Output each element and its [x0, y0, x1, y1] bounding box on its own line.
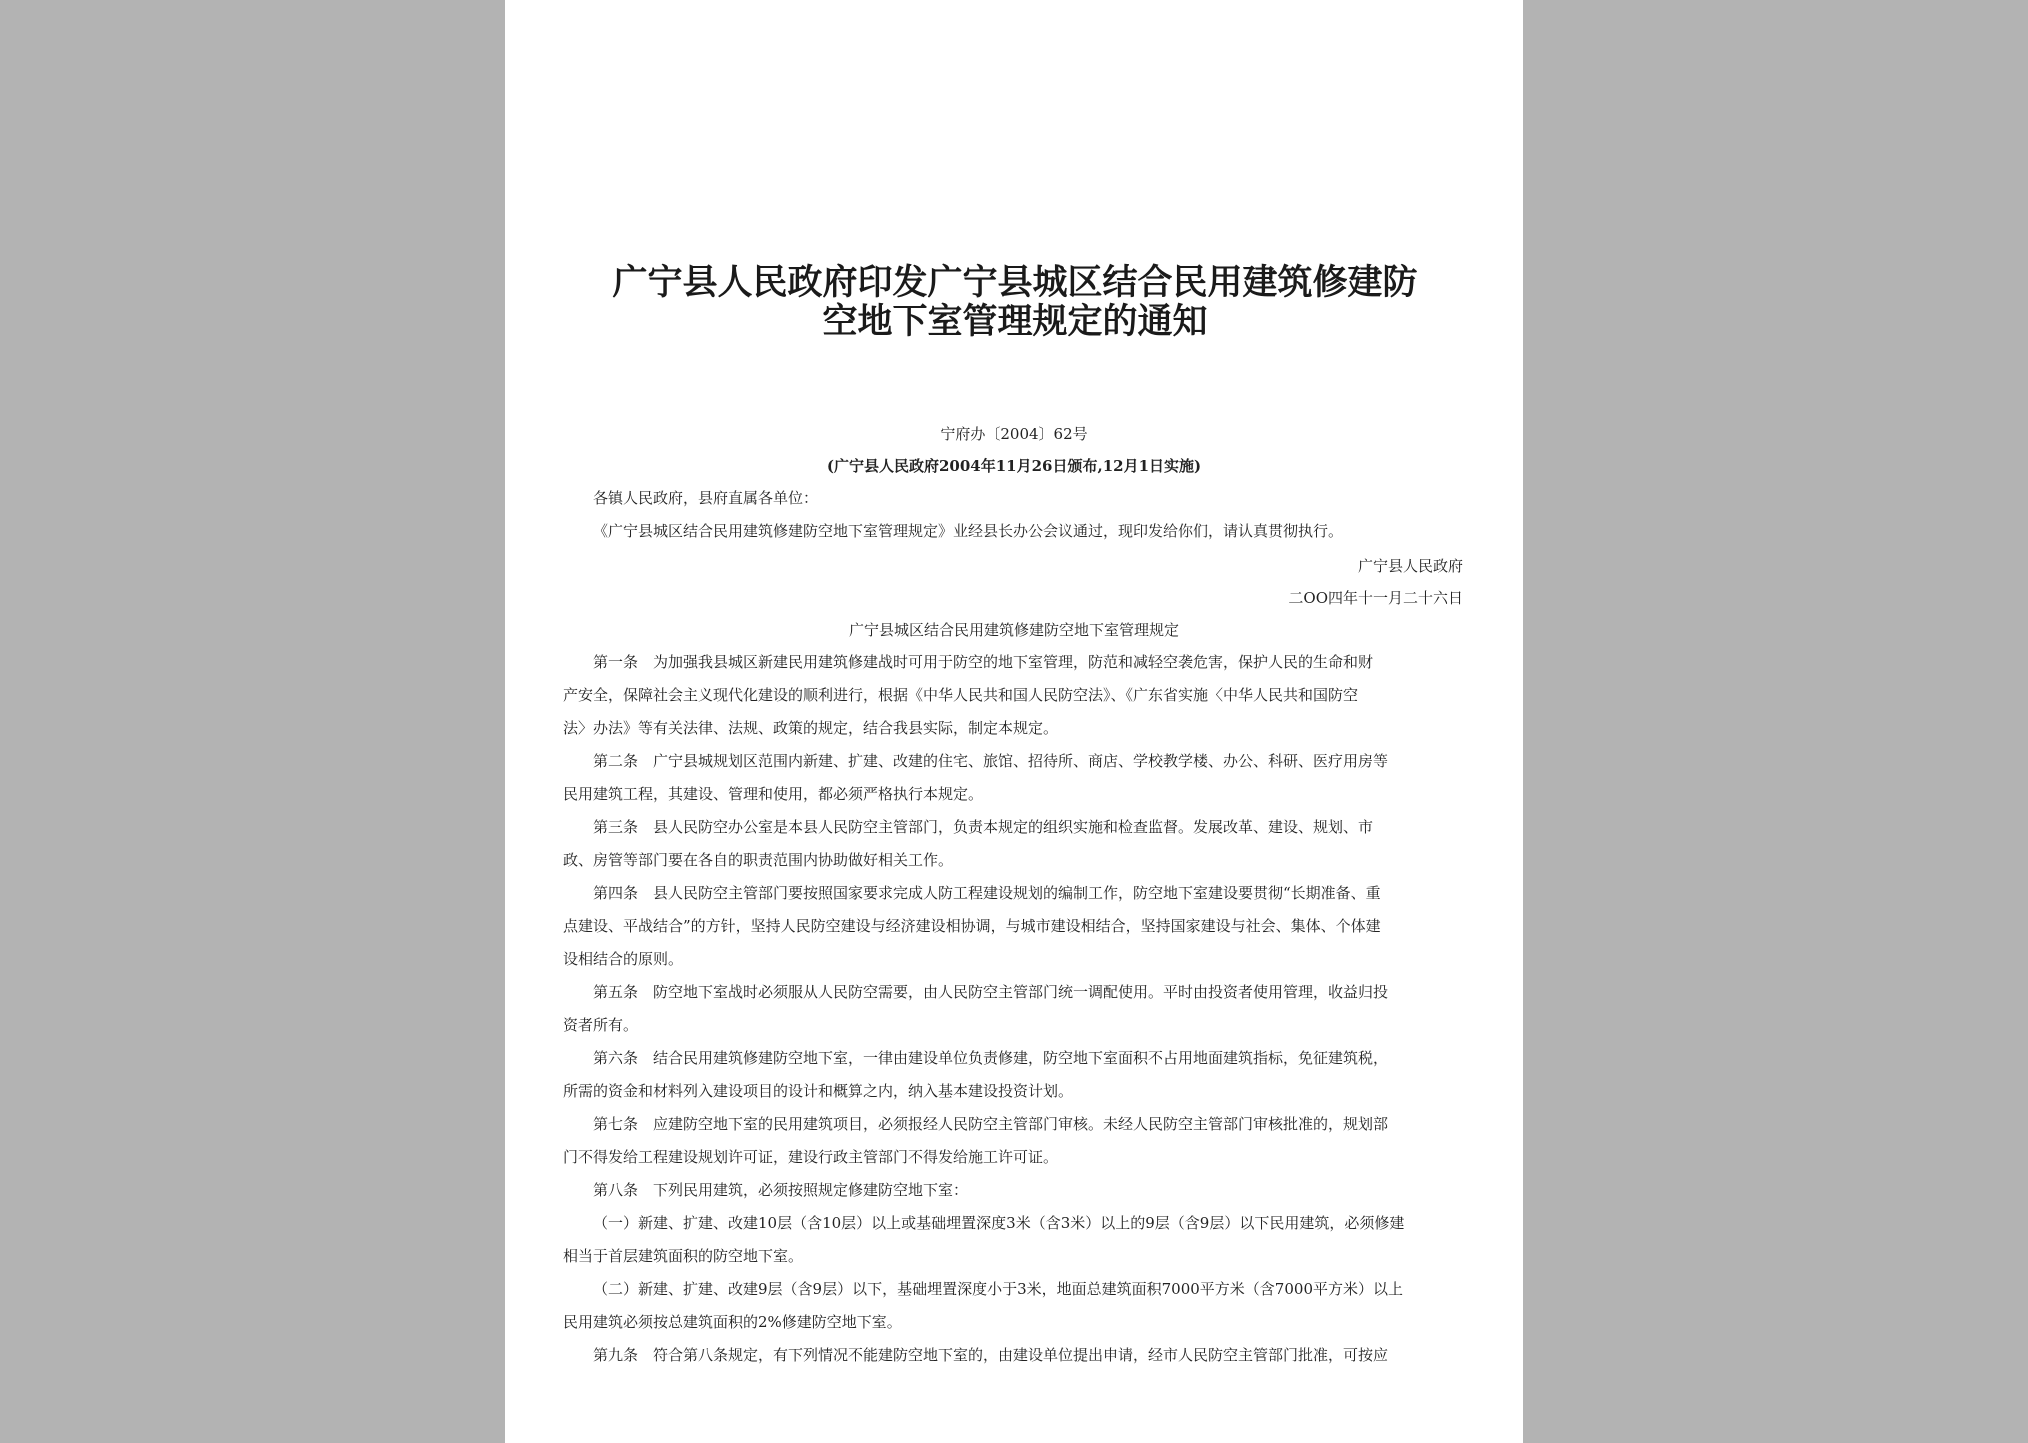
- body-line: （一）新建、扩建、改建10层（含10层）以上或基础埋置深度3米（含3米）以上的9层（含9层）以下民用建筑，必须修建: [593, 1214, 1405, 1232]
- body-line: 民用建筑工程，其建设、管理和使用，都必须严格执行本规定。: [563, 785, 984, 803]
- signing-date: 二OO四年十一月二十六日: [1288, 589, 1463, 607]
- body-line: 第三条 县人民防空办公室是本县人民防空主管部门，负责本规定的组织实施和检查监督。发展改革、建设、规划、市: [593, 818, 1374, 836]
- body-line: 第一条 为加强我县城区新建民用建筑修建战时可用于防空的地下室管理，防范和减轻空袭危害，保护人民的生命和财: [593, 653, 1374, 671]
- signer: 广宁县人民政府: [1357, 557, 1463, 575]
- regulation-title: 广宁县城区结合民用建筑修建防空地下室管理规定: [848, 621, 1179, 639]
- body-line: （二）新建、扩建、改建9层（含9层）以下，基础埋置深度小于3米，地面总建筑面积7000平方米（含7000平方米）以上: [593, 1280, 1403, 1298]
- body-line: 第九条 符合第八条规定，有下列情况不能建防空地下室的，由建设单位提出申请，经市人民防空主管部门批准，可按应: [593, 1346, 1389, 1364]
- body-line: 法〉办法》等有关法律、法规、政策的规定，结合我县实际，制定本规定。: [563, 719, 1059, 737]
- body-line: 设相结合的原则。: [563, 950, 684, 968]
- addressee: 各镇人民政府，县府直属各单位：: [593, 489, 819, 507]
- body-line: 民用建筑必须按总建筑面积的2%修建防空地下室。: [563, 1313, 902, 1331]
- body-line: 产安全，保障社会主义现代化建设的顺利进行，根据《中华人民共和国人民防空法》、《广东省实施〈中华人民共和国防空: [563, 686, 1359, 704]
- body-line: 第五条 防空地下室战时必须服从人民防空需要，由人民防空主管部门统一调配使用。平时由投资者使用管理，收益归投: [593, 983, 1389, 1001]
- body-line: 资者所有。: [563, 1016, 639, 1034]
- body-line: 第八条 下列民用建筑，必须按照规定修建防空地下室：: [593, 1181, 969, 1199]
- body-line: 政、房管等部门要在各自的职责范围内协助做好相关工作。: [563, 851, 954, 869]
- body-line: 点建设、平战结合”的方针，坚持人民防空建设与经济建设相协调，与城市建设相结合，坚持国家建设与社会、集体、个体建: [563, 917, 1381, 935]
- body-line: 第四条 县人民防空主管部门要按照国家要求完成人防工程建设规划的编制工作，防空地下室建设要贯彻“长期准备、重: [593, 884, 1381, 902]
- body-line: 所需的资金和材料列入建设项目的设计和概算之内，纳入基本建设投资计划。: [563, 1082, 1074, 1100]
- issue-info: (广宁县人民政府2004年11月26日颁布,12月1日实施): [826, 457, 1202, 475]
- document-title-line-1: 广宁县人民政府印发广宁县城区结合民用建筑修建防: [612, 263, 1418, 303]
- body-line: 门不得发给工程建设规划许可证，建设行政主管部门不得发给施工许可证。: [563, 1148, 1059, 1166]
- intro-paragraph: 《广宁县城区结合民用建筑修建防空地下室管理规定》业经县长办公会议通过，现印发给你们，请认真贯彻执行。: [593, 522, 1344, 540]
- body-line: 第六条 结合民用建筑修建防空地下室，一律由建设单位负责修建，防空地下室面积不占用地面建筑指标，免征建筑税，: [593, 1049, 1389, 1067]
- body-line: 第二条 广宁县城规划区范围内新建、扩建、改建的住宅、旅馆、招待所、商店、学校教学楼、办公、科研、医疗用房等: [593, 752, 1389, 770]
- document-title-line-2: 空地下室管理规定的通知: [822, 302, 1208, 342]
- body-line: 相当于首层建筑面积的防空地下室。: [563, 1247, 804, 1265]
- document-number: 宁府办〔2004〕62号: [940, 425, 1088, 443]
- body-line: 第七条 应建防空地下室的民用建筑项目，必须报经人民防空主管部门审核。未经人民防空主管部门审核批准的，规划部: [593, 1115, 1389, 1133]
- document-page: [505, 0, 1523, 1443]
